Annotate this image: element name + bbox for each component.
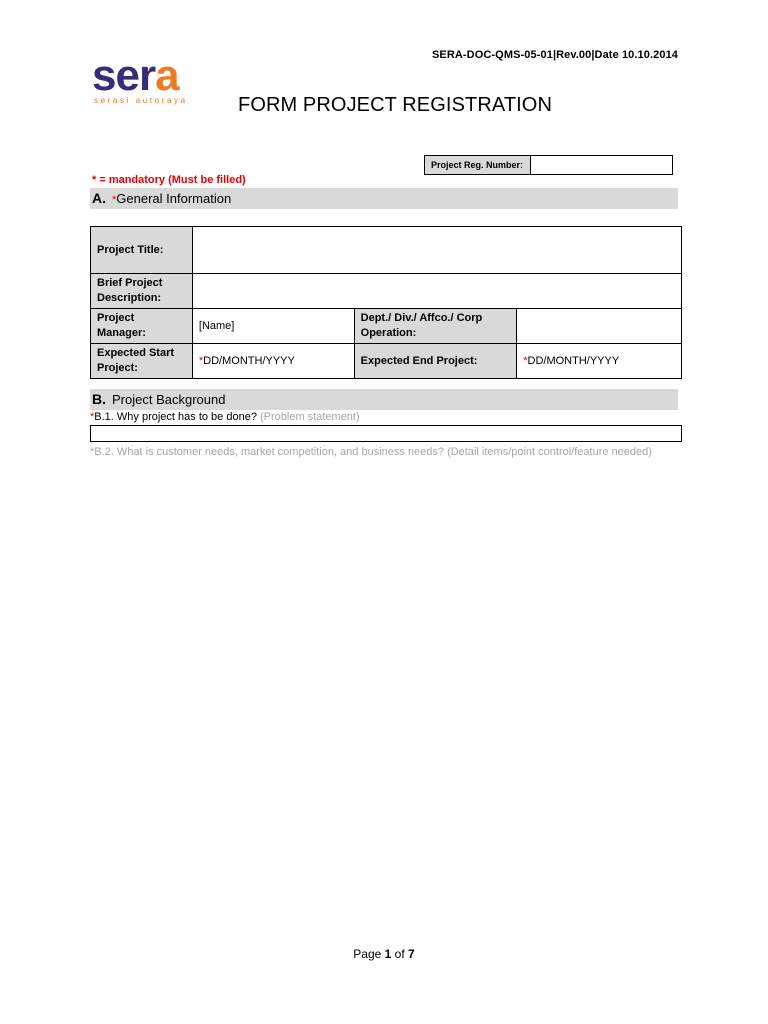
expected-start-label: Expected Start Project: — [91, 344, 193, 379]
registration-number-table — [424, 155, 673, 175]
expected-start-field[interactable] — [192, 344, 354, 379]
registration-number-label: Project Reg. Number: — [425, 156, 531, 175]
logo-tagline: serasi autoraya — [94, 96, 188, 105]
expected-end-star: * — [523, 355, 528, 367]
brief-description-field[interactable] — [192, 274, 681, 309]
page-number — [0, 947, 768, 961]
department-field[interactable] — [517, 309, 682, 344]
department-label: Dept./ Div./ Affco./ Corp Operation: — [354, 309, 517, 344]
project-manager-label: Project Manager: — [91, 309, 193, 344]
expected-start-star: * — [198, 355, 204, 367]
registration-number-field[interactable] — [531, 156, 673, 175]
sera-logo — [92, 51, 212, 108]
section-a-letter: A. — [92, 190, 106, 206]
section-b-letter: B. — [92, 391, 106, 407]
logo-wordmark-accent: a — [155, 51, 179, 100]
expected-end-field[interactable] — [517, 344, 682, 379]
general-information-table — [90, 226, 682, 379]
project-title-field[interactable] — [192, 227, 681, 274]
form-title: FORM PROJECT REGISTRATION — [238, 94, 552, 116]
project-title-label: Project Title: — [91, 227, 193, 274]
brief-description-label: Brief Project Description: — [91, 274, 193, 309]
section-b-title: Project Background — [112, 392, 226, 407]
question-b2: *B.2. What is customer needs, market competition, and business needs? (Detail items/point control/feature needed) — [90, 446, 652, 458]
page-current: 1 — [384, 947, 392, 961]
section-a-header — [90, 188, 678, 209]
expected-end-label: Expected End Project: — [354, 344, 517, 379]
question-b1-answer-field[interactable] — [90, 425, 682, 442]
section-a-star: * — [112, 194, 117, 206]
page-mid: of — [391, 947, 409, 961]
page-total: 7 — [408, 947, 415, 961]
question-b1-hint: (Problem statement) — [260, 411, 360, 423]
expected-end-value: DD/MONTH/YYYY — [527, 355, 620, 367]
document-code: SERA-DOC-QMS-05-01|Rev.00|Date 10.10.2014 — [431, 49, 678, 61]
expected-start-value: DD/MONTH/YYYY — [203, 355, 295, 367]
question-b1-star: * — [90, 411, 95, 423]
question-b1-text: B.1. Why project has to be done? — [94, 411, 260, 423]
page-prefix: Page — [353, 947, 385, 961]
project-manager-field[interactable]: [Name] — [192, 309, 354, 344]
section-b-header — [90, 389, 678, 410]
question-b1 — [90, 411, 360, 423]
section-a-title: General Information — [116, 191, 232, 206]
mandatory-note: * = mandatory (Must be filled) — [92, 174, 246, 186]
logo-wordmark-main: ser — [92, 51, 156, 100]
logo-wordmark — [92, 51, 212, 100]
